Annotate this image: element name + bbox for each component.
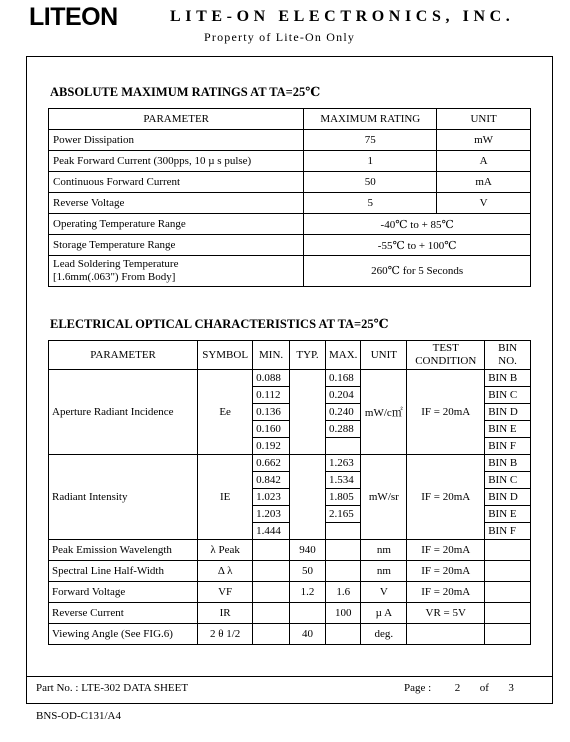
param-cell: Power Dissipation xyxy=(49,130,304,151)
rating-cell: 75 xyxy=(304,130,437,151)
bin-cell xyxy=(485,603,531,624)
unit-cell: deg. xyxy=(361,624,407,645)
col-header-min: MIN. xyxy=(253,341,290,370)
typ-cell: 40 xyxy=(290,624,326,645)
param-cell: Reverse Voltage xyxy=(49,193,304,214)
liteon-logo: LITEON xyxy=(29,3,118,31)
rating-cell: -40℃ to + 85℃ xyxy=(304,214,531,235)
col-header-parameter: PARAMETER xyxy=(49,341,198,370)
param-cell: Reverse Current xyxy=(49,603,198,624)
condition-cell: IF = 20mA xyxy=(407,370,485,455)
col-header-max: MAX. xyxy=(325,341,360,370)
abs-max-title: ABSOLUTE MAXIMUM RATINGS AT TA=25℃ xyxy=(50,85,321,99)
col-header-parameter: PARAMETER xyxy=(49,109,304,130)
min-cell xyxy=(253,561,290,582)
param-cell: Radiant Intensity xyxy=(49,455,198,540)
unit-cell: mA xyxy=(437,172,531,193)
condition-cell: IF = 20mA xyxy=(407,582,485,603)
col-header-unit: UNIT xyxy=(437,109,531,130)
table-row xyxy=(49,256,531,287)
param-cell: Viewing Angle (See FIG.6) xyxy=(49,624,198,645)
table-row xyxy=(49,214,531,235)
condition-cell: VR = 5V xyxy=(407,603,485,624)
bin-cell xyxy=(485,624,531,645)
min-cell xyxy=(253,603,290,624)
min-cell: 1.023 xyxy=(253,489,290,506)
abs-max-table xyxy=(48,108,531,287)
property-notice: Property of Lite-On Only xyxy=(204,30,356,44)
bin-cell: BIN B xyxy=(485,455,531,472)
table-row xyxy=(49,130,531,151)
footer-divider xyxy=(26,676,553,677)
table-row xyxy=(49,370,531,387)
symbol-cell: Ee xyxy=(198,370,253,455)
table-row xyxy=(49,172,531,193)
min-cell: 0.842 xyxy=(253,472,290,489)
condition-cell: IF = 20mA xyxy=(407,455,485,540)
min-cell xyxy=(253,624,290,645)
param-cell: Peak Forward Current (300pps, 10 µ s pulse) xyxy=(49,151,304,172)
unit-cell: V xyxy=(361,582,407,603)
part-number: Part No. : LTE-302 DATA SHEET xyxy=(36,682,189,694)
table-row xyxy=(49,603,531,624)
eo-table xyxy=(48,340,531,645)
symbol-cell: IE xyxy=(198,455,253,540)
max-cell: 1.6 xyxy=(325,582,360,603)
max-cell: 100 xyxy=(325,603,360,624)
min-cell xyxy=(253,540,290,561)
typ-cell xyxy=(290,455,326,540)
col-header-max-rating: MAXIMUM RATING xyxy=(304,109,437,130)
bin-cell: BIN F xyxy=(485,523,531,540)
param-line: [1.6mm(.063") From Body] xyxy=(53,271,176,283)
unit-cell: mW/c㎡ xyxy=(361,370,407,455)
min-cell: 0.112 xyxy=(253,387,290,404)
max-cell: 1.805 xyxy=(325,489,360,506)
page-total: 3 xyxy=(508,682,514,694)
col-header-symbol: SYMBOL xyxy=(198,341,253,370)
table-row xyxy=(49,235,531,256)
param-line: Lead Soldering Temperature xyxy=(53,258,179,270)
unit-cell: mW xyxy=(437,130,531,151)
max-cell xyxy=(325,540,360,561)
symbol-cell: Δ λ xyxy=(198,561,253,582)
typ-cell: 50 xyxy=(290,561,326,582)
min-cell: 0.088 xyxy=(253,370,290,387)
symbol-cell: VF xyxy=(198,582,253,603)
min-cell: 0.160 xyxy=(253,421,290,438)
unit-cell: nm xyxy=(361,540,407,561)
unit-cell: V xyxy=(437,193,531,214)
typ-cell xyxy=(290,603,326,624)
max-cell xyxy=(325,624,360,645)
param-cell: Storage Temperature Range xyxy=(49,235,304,256)
bin-cell: BIN D xyxy=(485,489,531,506)
param-cell: Continuous Forward Current xyxy=(49,172,304,193)
max-cell: 0.240 xyxy=(325,404,360,421)
max-cell: 0.204 xyxy=(325,387,360,404)
min-cell xyxy=(253,582,290,603)
param-cell: Forward Voltage xyxy=(49,582,198,603)
symbol-cell: λ Peak xyxy=(198,540,253,561)
unit-cell: µ A xyxy=(361,603,407,624)
rating-cell: 260℃ for 5 Seconds xyxy=(304,256,531,287)
bin-cell: BIN B xyxy=(485,370,531,387)
max-cell: 2.165 xyxy=(325,506,360,523)
min-cell: 0.662 xyxy=(253,455,290,472)
rating-cell: 50 xyxy=(304,172,437,193)
condition-cell: IF = 20mA xyxy=(407,561,485,582)
col-header-bin-no: BIN NO. xyxy=(485,341,531,370)
table-row xyxy=(49,624,531,645)
bin-cell: BIN E xyxy=(485,421,531,438)
table-row xyxy=(49,582,531,603)
typ-cell: 1.2 xyxy=(290,582,326,603)
rating-cell: -55℃ to + 100℃ xyxy=(304,235,531,256)
condition-cell xyxy=(407,624,485,645)
unit-cell: mW/sr xyxy=(361,455,407,540)
rating-cell: 5 xyxy=(304,193,437,214)
col-header-typ: TYP. xyxy=(290,341,326,370)
max-cell xyxy=(325,438,360,455)
eo-title: ELECTRICAL OPTICAL CHARACTERISTICS AT TA=25℃ xyxy=(50,317,389,331)
min-cell: 1.203 xyxy=(253,506,290,523)
max-cell: 0.288 xyxy=(325,421,360,438)
min-cell: 0.192 xyxy=(253,438,290,455)
bin-cell xyxy=(485,561,531,582)
param-cell: Operating Temperature Range xyxy=(49,214,304,235)
symbol-cell: 2 θ 1/2 xyxy=(198,624,253,645)
param-cell: Peak Emission Wavelength xyxy=(49,540,198,561)
max-cell: 0.168 xyxy=(325,370,360,387)
table-row xyxy=(49,193,531,214)
company-name: LITE-ON ELECTRONICS, INC. xyxy=(170,8,515,25)
param-cell: Spectral Line Half-Width xyxy=(49,561,198,582)
param-cell: Aperture Radiant Incidence xyxy=(49,370,198,455)
bin-cell: BIN D xyxy=(485,404,531,421)
table-row xyxy=(49,561,531,582)
page-header xyxy=(0,0,570,50)
table-row xyxy=(49,151,531,172)
max-cell xyxy=(325,523,360,540)
max-cell: 1.534 xyxy=(325,472,360,489)
max-cell: 1.263 xyxy=(325,455,360,472)
unit-cell: nm xyxy=(361,561,407,582)
bin-cell xyxy=(485,582,531,603)
page-indicator xyxy=(404,682,514,694)
max-cell xyxy=(325,561,360,582)
min-cell: 1.444 xyxy=(253,523,290,540)
of-label: of xyxy=(479,682,489,694)
bin-cell: BIN F xyxy=(485,438,531,455)
table-header-row xyxy=(49,341,531,370)
page-number: 2 xyxy=(454,682,461,694)
rating-cell: 1 xyxy=(304,151,437,172)
typ-cell xyxy=(290,370,326,455)
table-row xyxy=(49,455,531,472)
page-label: Page : xyxy=(404,682,432,694)
col-header-test-condition: TEST CONDITION xyxy=(407,341,485,370)
bin-cell xyxy=(485,540,531,561)
min-cell: 0.136 xyxy=(253,404,290,421)
condition-cell: IF = 20mA xyxy=(407,540,485,561)
unit-cell: A xyxy=(437,151,531,172)
typ-cell: 940 xyxy=(290,540,326,561)
symbol-cell: IR xyxy=(198,603,253,624)
table-row xyxy=(49,540,531,561)
col-header-unit: UNIT xyxy=(361,341,407,370)
document-code: BNS-OD-C131/A4 xyxy=(36,710,121,722)
bin-cell: BIN C xyxy=(485,472,531,489)
table-header-row xyxy=(49,109,531,130)
bin-cell: BIN E xyxy=(485,506,531,523)
bin-cell: BIN C xyxy=(485,387,531,404)
param-cell xyxy=(49,256,304,287)
